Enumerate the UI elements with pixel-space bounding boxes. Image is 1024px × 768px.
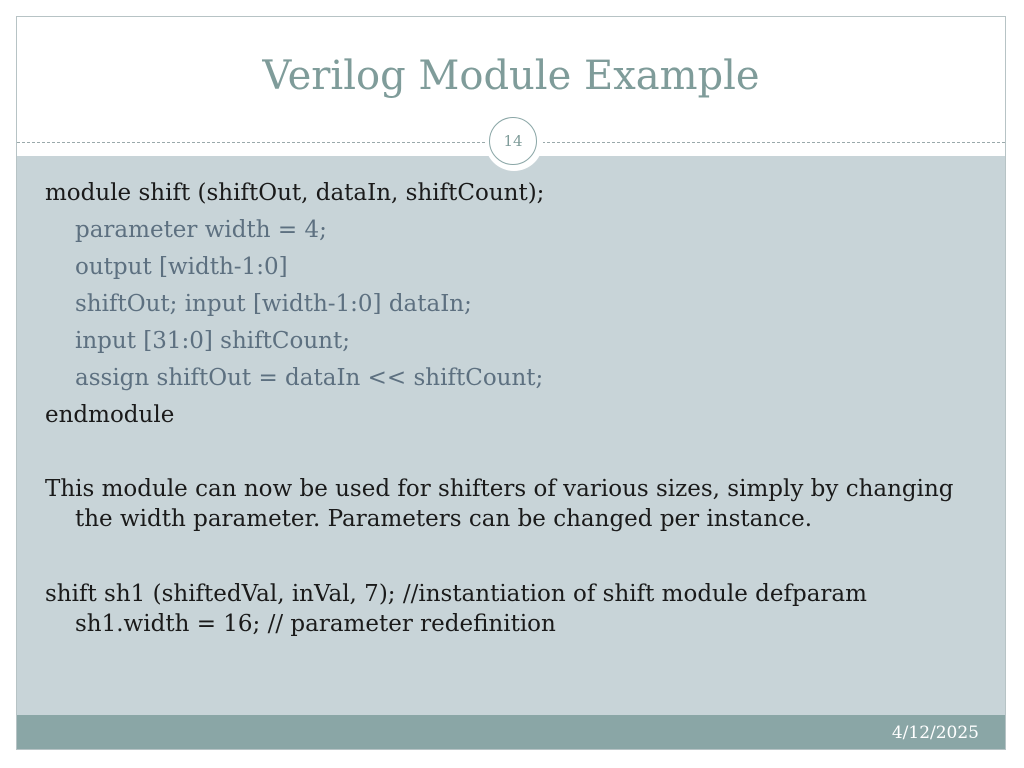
slide-date: 4/12/2025 [891, 723, 979, 743]
code-line: input [31:0] shiftCount; [75, 328, 350, 354]
explanation-paragraph: This module can now be used for shifters of various sizes, simply by changing the width parameter. Parameters can be changed per instance. [45, 476, 954, 532]
code-end-line: endmodule [45, 402, 175, 428]
code-line: shiftOut; input [width-1:0] dataIn; [75, 291, 472, 317]
instantiation-paragraph: shift sh1 (shiftedVal, inVal, 7); //instantiation of shift module defparam sh1.width = 16; // parameter redefinition [45, 581, 867, 637]
code-module-line: module shift (shiftOut, dataIn, shiftCount); [45, 180, 545, 206]
code-line: assign shiftOut = dataIn << shiftCount; [75, 365, 544, 391]
code-line: output [width-1:0] [75, 254, 288, 280]
slide-number: 14 [489, 117, 537, 165]
slide-title: Verilog Module Example [262, 53, 760, 99]
footer-bar [17, 715, 1005, 749]
code-line: parameter width = 4; [75, 217, 327, 243]
slide [16, 16, 1006, 750]
slide-number-badge [485, 113, 543, 171]
slide-body [45, 175, 975, 639]
